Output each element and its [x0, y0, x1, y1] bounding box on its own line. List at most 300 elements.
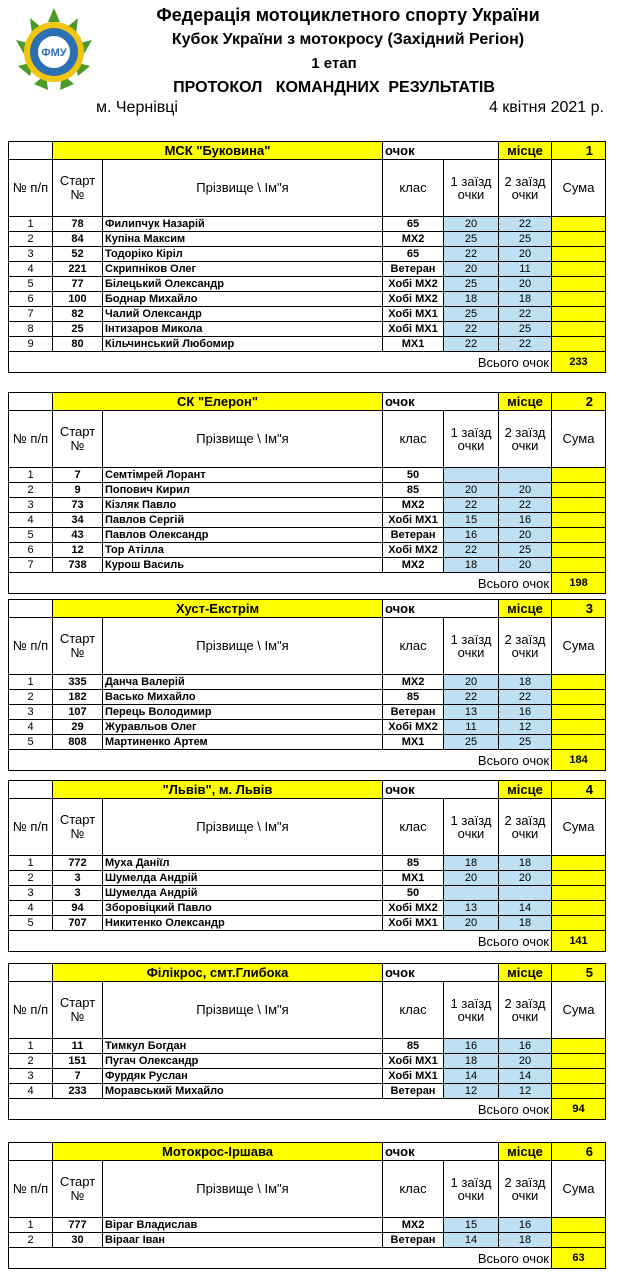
rider-row: [9, 916, 606, 931]
col-name-header: Прізвище \ Ім"я: [103, 982, 383, 1039]
rider-number: 4: [9, 513, 53, 528]
rider-race1-points: [444, 886, 499, 901]
rider-name: Вірааг Іван: [103, 1233, 383, 1248]
col-sum-header: Сума: [552, 799, 606, 856]
rider-start: 3: [53, 886, 103, 901]
rider-name: Журавльов Олег: [103, 720, 383, 735]
points-label: очок: [383, 142, 499, 160]
protocol-title: ПРОТОКОЛ КОМАНДНИХ РЕЗУЛЬТАТІВ: [173, 79, 495, 96]
rider-race1-points: 13: [444, 705, 499, 720]
total-label: Всього очок: [9, 1099, 552, 1120]
team-total: 233: [552, 352, 606, 373]
rider-race1-points: 18: [444, 558, 499, 573]
rider-number: 1: [9, 1039, 53, 1054]
rider-sum: [552, 886, 606, 901]
rider-number: 3: [9, 247, 53, 262]
col-num-header: № п/п: [9, 411, 53, 468]
spacer-cell: [9, 781, 53, 799]
col-start-header: Старт №: [53, 799, 103, 856]
rider-number: 1: [9, 468, 53, 483]
col-class-header: клас: [383, 618, 444, 675]
rider-name: Віраг Владислав: [103, 1218, 383, 1233]
rider-sum: [552, 1069, 606, 1084]
rider-race1-points: 25: [444, 307, 499, 322]
rider-sum: [552, 543, 606, 558]
rider-start: 7: [53, 468, 103, 483]
rider-race2-points: 20: [499, 528, 552, 543]
rider-sum: [552, 720, 606, 735]
team-table: [8, 780, 606, 952]
col-name-header: Прізвище \ Ім"я: [103, 160, 383, 217]
rider-number: 8: [9, 322, 53, 337]
rider-race2-points: 20: [499, 277, 552, 292]
rider-sum: [552, 513, 606, 528]
team-name: Філікрос, смт.Глибока: [53, 964, 383, 982]
rider-start: 335: [53, 675, 103, 690]
rider-race2-points: 18: [499, 916, 552, 931]
rider-row: [9, 1218, 606, 1233]
rider-class: Хобі MX1: [383, 1054, 444, 1069]
rider-sum: [552, 1039, 606, 1054]
rider-race1-points: 25: [444, 277, 499, 292]
total-label: Всього очок: [9, 352, 552, 373]
rider-row: [9, 735, 606, 750]
rider-race2-points: 20: [499, 247, 552, 262]
rider-number: 5: [9, 916, 53, 931]
rider-start: 25: [53, 322, 103, 337]
rider-number: 2: [9, 690, 53, 705]
rider-race1-points: 13: [444, 901, 499, 916]
rider-class: 50: [383, 468, 444, 483]
rider-name: Тимкул Богдан: [103, 1039, 383, 1054]
spacer-cell: [9, 600, 53, 618]
col-sum-header: Сума: [552, 618, 606, 675]
rider-row: [9, 528, 606, 543]
rider-start: 151: [53, 1054, 103, 1069]
rider-race1-points: 22: [444, 543, 499, 558]
col-race2-header: 2 заїзд очки: [499, 799, 552, 856]
rider-sum: [552, 217, 606, 232]
rider-start: 52: [53, 247, 103, 262]
place-label: місце: [499, 781, 552, 799]
col-num-header: № п/п: [9, 618, 53, 675]
place-label: місце: [499, 964, 552, 982]
rider-race2-points: 18: [499, 1233, 552, 1248]
rider-number: 4: [9, 1084, 53, 1099]
rider-start: 12: [53, 543, 103, 558]
rider-class: Ветеран: [383, 1233, 444, 1248]
place-value: 6: [552, 1143, 606, 1161]
rider-race1-points: 22: [444, 690, 499, 705]
rider-race2-points: 16: [499, 1218, 552, 1233]
place-value: 4: [552, 781, 606, 799]
rider-class: MX2: [383, 1218, 444, 1233]
place-label: місце: [499, 600, 552, 618]
rider-sum: [552, 307, 606, 322]
col-race1-header: 1 заїзд очки: [444, 1161, 499, 1218]
rider-race2-points: 20: [499, 1054, 552, 1069]
col-num-header: № п/п: [9, 982, 53, 1039]
rider-sum: [552, 735, 606, 750]
rider-class: Ветеран: [383, 262, 444, 277]
place-value: 2: [552, 393, 606, 411]
rider-name: Кізляк Павло: [103, 498, 383, 513]
rider-row: [9, 513, 606, 528]
rider-sum: [552, 558, 606, 573]
rider-race2-points: 18: [499, 292, 552, 307]
team-name: "Львів", м. Львів: [53, 781, 383, 799]
rider-sum: [552, 528, 606, 543]
rider-class: 85: [383, 1039, 444, 1054]
rider-race1-points: 16: [444, 528, 499, 543]
rider-name: Павлов Олександр: [103, 528, 383, 543]
rider-name: Пугач Олександр: [103, 1054, 383, 1069]
rider-start: 233: [53, 1084, 103, 1099]
rider-number: 3: [9, 886, 53, 901]
rider-class: MX2: [383, 232, 444, 247]
logo-text: ФМУ: [41, 47, 67, 59]
rider-race1-points: 20: [444, 483, 499, 498]
rider-start: 30: [53, 1233, 103, 1248]
rider-name: Моравський Михайло: [103, 1084, 383, 1099]
col-race2-header: 2 заїзд очки: [499, 618, 552, 675]
rider-class: Хобі MX1: [383, 1069, 444, 1084]
rider-race1-points: 18: [444, 1054, 499, 1069]
rider-start: 80: [53, 337, 103, 352]
spacer-cell: [9, 964, 53, 982]
col-race2-header: 2 заїзд очки: [499, 982, 552, 1039]
rider-class: Хобі MX1: [383, 322, 444, 337]
rider-class: Ветеран: [383, 1084, 444, 1099]
rider-sum: [552, 705, 606, 720]
rider-sum: [552, 232, 606, 247]
rider-sum: [552, 1084, 606, 1099]
rider-number: 5: [9, 277, 53, 292]
rider-row: [9, 871, 606, 886]
rider-start: 77: [53, 277, 103, 292]
rider-race1-points: 18: [444, 856, 499, 871]
rider-row: [9, 217, 606, 232]
col-race1-header: 1 заїзд очки: [444, 618, 499, 675]
rider-sum: [552, 468, 606, 483]
rider-start: 82: [53, 307, 103, 322]
rider-name: Купіна Максим: [103, 232, 383, 247]
rider-row: [9, 1233, 606, 1248]
rider-start: 221: [53, 262, 103, 277]
rider-name: Попович Кирил: [103, 483, 383, 498]
rider-class: MX2: [383, 675, 444, 690]
col-sum-header: Сума: [552, 982, 606, 1039]
rider-class: Хобі MX1: [383, 513, 444, 528]
col-name-header: Прізвище \ Ім"я: [103, 618, 383, 675]
col-start-header: Старт №: [53, 1161, 103, 1218]
team-table: [8, 392, 606, 594]
col-start-header: Старт №: [53, 160, 103, 217]
points-label: очок: [383, 1143, 499, 1161]
rider-sum: [552, 675, 606, 690]
rider-row: [9, 247, 606, 262]
points-label: очок: [383, 600, 499, 618]
rider-name: Боднар Михайло: [103, 292, 383, 307]
rider-row: [9, 1084, 606, 1099]
team-total: 63: [552, 1248, 606, 1269]
place-label: місце: [499, 393, 552, 411]
rider-name: Васько Михайло: [103, 690, 383, 705]
rider-race2-points: 22: [499, 498, 552, 513]
rider-name: Скрипніков Олег: [103, 262, 383, 277]
col-class-header: клас: [383, 982, 444, 1039]
col-class-header: клас: [383, 160, 444, 217]
rider-race1-points: 22: [444, 337, 499, 352]
rider-race2-points: 11: [499, 262, 552, 277]
col-race1-header: 1 заїзд очки: [444, 982, 499, 1039]
rider-number: 3: [9, 1069, 53, 1084]
rider-name: Білецький Олександр: [103, 277, 383, 292]
rider-class: Хобі MX2: [383, 277, 444, 292]
col-num-header: № п/п: [9, 799, 53, 856]
rider-race2-points: 25: [499, 735, 552, 750]
rider-number: 7: [9, 307, 53, 322]
team-table: [8, 963, 606, 1120]
rider-row: [9, 1054, 606, 1069]
rider-row: [9, 1069, 606, 1084]
team-name: СК "Елерон": [53, 393, 383, 411]
rider-race2-points: 22: [499, 690, 552, 705]
rider-number: 4: [9, 262, 53, 277]
rider-class: Хобі MX1: [383, 916, 444, 931]
rider-row: [9, 337, 606, 352]
rider-sum: [552, 262, 606, 277]
rider-race1-points: 20: [444, 871, 499, 886]
rider-class: 85: [383, 856, 444, 871]
rider-race2-points: [499, 886, 552, 901]
col-name-header: Прізвище \ Ім"я: [103, 411, 383, 468]
rider-name: Шумелда Андрій: [103, 871, 383, 886]
rider-row: [9, 277, 606, 292]
col-race1-header: 1 заїзд очки: [444, 160, 499, 217]
event-city: м. Чернівці: [96, 99, 178, 116]
rider-row: [9, 901, 606, 916]
col-name-header: Прізвище \ Ім"я: [103, 799, 383, 856]
rider-race1-points: 20: [444, 217, 499, 232]
rider-name: Перець Володимир: [103, 705, 383, 720]
points-label: очок: [383, 964, 499, 982]
team-name: Мотокрос-Іршава: [53, 1143, 383, 1161]
rider-row: [9, 543, 606, 558]
col-race1-header: 1 заїзд очки: [444, 799, 499, 856]
col-race2-header: 2 заїзд очки: [499, 1161, 552, 1218]
rider-row: [9, 886, 606, 901]
total-label: Всього очок: [9, 931, 552, 952]
stage-title: 1 етап: [311, 55, 357, 72]
rider-name: Чалий Олександр: [103, 307, 383, 322]
rider-race2-points: 16: [499, 513, 552, 528]
rider-start: 34: [53, 513, 103, 528]
cup-title: Кубок України з мотокросу (Західний Регіон): [171, 31, 525, 48]
rider-sum: [552, 322, 606, 337]
event-date: 4 квітня 2021 р.: [488, 99, 604, 116]
rider-start: 738: [53, 558, 103, 573]
rider-race1-points: 20: [444, 916, 499, 931]
rider-start: 11: [53, 1039, 103, 1054]
rider-name: Мартиненко Артем: [103, 735, 383, 750]
rider-start: 29: [53, 720, 103, 735]
spacer-cell: [9, 142, 53, 160]
rider-name: Филипчук Назарій: [103, 217, 383, 232]
rider-race2-points: [499, 468, 552, 483]
rider-name: Тодоріко Кіріл: [103, 247, 383, 262]
rider-row: [9, 307, 606, 322]
spacer-cell: [9, 393, 53, 411]
rider-row: [9, 690, 606, 705]
rider-race2-points: 14: [499, 1069, 552, 1084]
rider-race1-points: 18: [444, 292, 499, 307]
col-class-header: клас: [383, 1161, 444, 1218]
rider-row: [9, 498, 606, 513]
rider-class: MX1: [383, 337, 444, 352]
rider-number: 2: [9, 232, 53, 247]
rider-start: 7: [53, 1069, 103, 1084]
rider-number: 2: [9, 871, 53, 886]
rider-row: [9, 705, 606, 720]
rider-start: 808: [53, 735, 103, 750]
rider-sum: [552, 483, 606, 498]
team-total: 184: [552, 750, 606, 771]
rider-race2-points: 18: [499, 675, 552, 690]
rider-start: 100: [53, 292, 103, 307]
rider-number: 1: [9, 675, 53, 690]
rider-sum: [552, 277, 606, 292]
rider-race2-points: 14: [499, 901, 552, 916]
rider-class: Хобі MX2: [383, 720, 444, 735]
rider-number: 3: [9, 498, 53, 513]
rider-race1-points: 22: [444, 247, 499, 262]
rider-start: 84: [53, 232, 103, 247]
total-label: Всього очок: [9, 573, 552, 594]
rider-number: 3: [9, 705, 53, 720]
rider-race1-points: 16: [444, 1039, 499, 1054]
col-class-header: клас: [383, 411, 444, 468]
rider-start: 78: [53, 217, 103, 232]
rider-row: [9, 675, 606, 690]
rider-sum: [552, 1233, 606, 1248]
rider-start: 94: [53, 901, 103, 916]
rider-class: 65: [383, 247, 444, 262]
rider-race2-points: 22: [499, 337, 552, 352]
place-label: місце: [499, 1143, 552, 1161]
rider-number: 6: [9, 292, 53, 307]
rider-class: Ветеран: [383, 528, 444, 543]
spacer-cell: [9, 1143, 53, 1161]
rider-name: Данча Валерій: [103, 675, 383, 690]
rider-row: [9, 292, 606, 307]
rider-class: 85: [383, 483, 444, 498]
rider-sum: [552, 871, 606, 886]
rider-row: [9, 322, 606, 337]
rider-name: Курош Василь: [103, 558, 383, 573]
rider-class: MX1: [383, 871, 444, 886]
rider-race2-points: 25: [499, 543, 552, 558]
rider-start: 707: [53, 916, 103, 931]
rider-start: 107: [53, 705, 103, 720]
rider-name: Тор Атілла: [103, 543, 383, 558]
place-value: 3: [552, 600, 606, 618]
rider-start: 777: [53, 1218, 103, 1233]
col-race2-header: 2 заїзд очки: [499, 160, 552, 217]
rider-number: 5: [9, 528, 53, 543]
rider-name: Інтизаров Микола: [103, 322, 383, 337]
rider-race1-points: 20: [444, 262, 499, 277]
rider-race2-points: 22: [499, 217, 552, 232]
team-name: Хуст-Екстрім: [53, 600, 383, 618]
rider-class: Хобі MX1: [383, 307, 444, 322]
rider-name: Павлов Сергій: [103, 513, 383, 528]
points-label: очок: [383, 781, 499, 799]
rider-race1-points: [444, 468, 499, 483]
rider-sum: [552, 1218, 606, 1233]
rider-number: 1: [9, 217, 53, 232]
rider-race2-points: 16: [499, 705, 552, 720]
place-value: 5: [552, 964, 606, 982]
team-total: 198: [552, 573, 606, 594]
rider-race2-points: 22: [499, 307, 552, 322]
total-label: Всього очок: [9, 750, 552, 771]
rider-number: 7: [9, 558, 53, 573]
rider-row: [9, 558, 606, 573]
rider-race2-points: 20: [499, 483, 552, 498]
rider-row: [9, 1039, 606, 1054]
rider-number: 1: [9, 856, 53, 871]
rider-race1-points: 25: [444, 735, 499, 750]
rider-class: Хобі MX2: [383, 901, 444, 916]
team-table: [8, 1142, 606, 1269]
total-label: Всього очок: [9, 1248, 552, 1269]
rider-sum: [552, 292, 606, 307]
rider-race2-points: 18: [499, 856, 552, 871]
rider-number: 4: [9, 901, 53, 916]
rider-number: 4: [9, 720, 53, 735]
points-label: очок: [383, 393, 499, 411]
rider-number: 9: [9, 337, 53, 352]
rider-start: 9: [53, 483, 103, 498]
rider-race1-points: 22: [444, 322, 499, 337]
rider-race1-points: 20: [444, 675, 499, 690]
rider-race2-points: 16: [499, 1039, 552, 1054]
col-class-header: клас: [383, 799, 444, 856]
rider-sum: [552, 690, 606, 705]
rider-race1-points: 14: [444, 1069, 499, 1084]
rider-race2-points: 12: [499, 720, 552, 735]
rider-sum: [552, 1054, 606, 1069]
rider-race2-points: 12: [499, 1084, 552, 1099]
rider-race2-points: 25: [499, 322, 552, 337]
rider-race1-points: 12: [444, 1084, 499, 1099]
rider-start: 73: [53, 498, 103, 513]
rider-start: 3: [53, 871, 103, 886]
rider-start: 43: [53, 528, 103, 543]
rider-race1-points: 11: [444, 720, 499, 735]
team-total: 94: [552, 1099, 606, 1120]
rider-row: [9, 856, 606, 871]
rider-class: 50: [383, 886, 444, 901]
rider-race2-points: 20: [499, 558, 552, 573]
rider-class: Хобі MX2: [383, 292, 444, 307]
rider-class: 65: [383, 217, 444, 232]
rider-sum: [552, 916, 606, 931]
rider-class: MX1: [383, 735, 444, 750]
rider-name: Муха Даніїл: [103, 856, 383, 871]
rider-race1-points: 22: [444, 498, 499, 513]
